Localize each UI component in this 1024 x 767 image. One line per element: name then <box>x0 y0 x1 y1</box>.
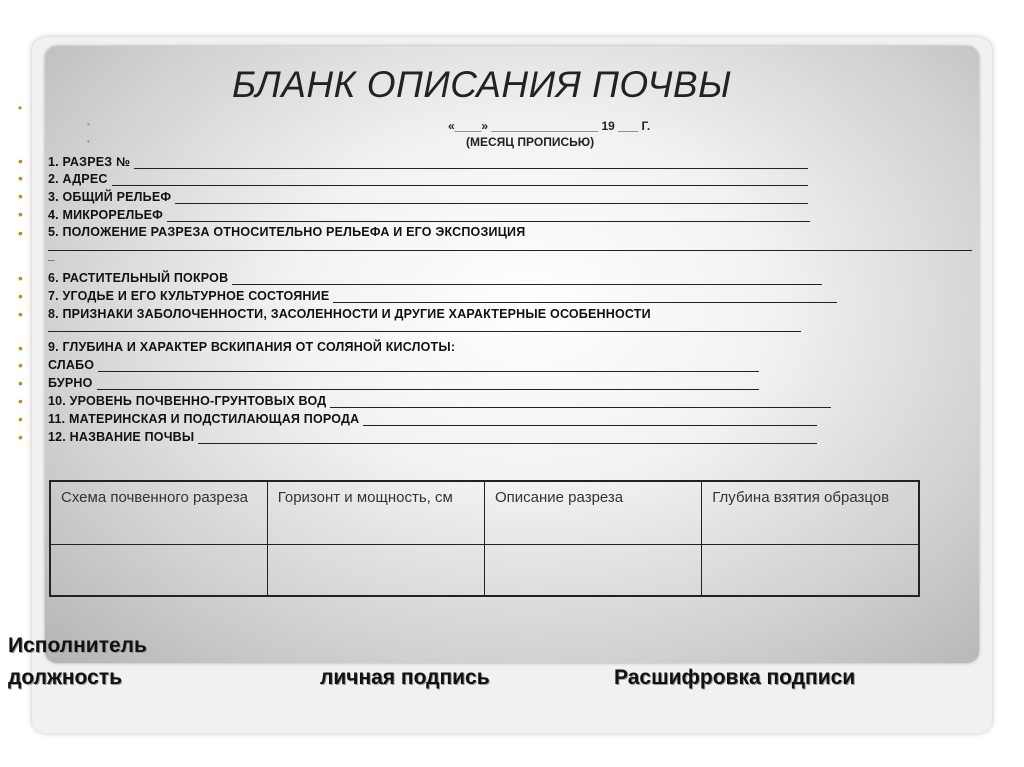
field-microrelief <box>48 205 810 222</box>
signature-decoding-label: Расшифровка подписи <box>614 666 856 689</box>
executor-label: Исполнитель <box>8 634 147 657</box>
field-label: 4. МИКРОРЕЛЬЕФ <box>48 208 164 222</box>
field-section-position <box>48 222 525 239</box>
field-land-use <box>48 286 837 303</box>
position-label: должность <box>8 666 122 689</box>
bullet-icon: • <box>18 340 23 356</box>
table-header-cell: Схема почвенного разреза <box>50 481 267 545</box>
fill-line[interactable] <box>97 377 759 390</box>
table-header-cell: Глубина взятия образцов <box>702 481 919 545</box>
fill-line[interactable] <box>98 359 759 372</box>
field-label: 10. УРОВЕНЬ ПОЧВЕННО-ГРУНТОВЫХ ВОД <box>48 394 327 408</box>
fill-line[interactable] <box>333 290 837 303</box>
month-note: (МЕСЯЦ ПРОПИСЬЮ) <box>466 135 595 149</box>
field-weak <box>48 355 759 372</box>
field-label: 1. РАЗРЕЗ № <box>48 155 131 169</box>
fill-line[interactable] <box>232 272 822 285</box>
date-line: «____» ________________ 19 ___ Г. <box>448 119 651 133</box>
field-label: 9. ГЛУБИНА И ХАРАКТЕР ВСКИПАНИЯ ОТ СОЛЯНОЙ КИСЛОТЫ: <box>48 340 456 354</box>
field-section-number <box>48 152 808 169</box>
bullet-icon: • <box>18 411 23 427</box>
field-effervescence <box>48 337 455 354</box>
bullet-icon: • <box>18 170 23 186</box>
fill-line[interactable] <box>134 156 808 169</box>
fill-line[interactable] <box>198 431 817 444</box>
table-header-cell: Описание разреза <box>485 481 702 545</box>
table-cell[interactable] <box>267 545 484 597</box>
field-label: БУРНО <box>48 376 93 390</box>
field-label: СЛАБО <box>48 358 95 372</box>
bullet-icon: • <box>18 288 23 304</box>
field-violent <box>48 373 759 390</box>
table-cell[interactable] <box>485 545 702 597</box>
table-cell[interactable] <box>50 545 267 597</box>
bullet-icon: • <box>18 206 23 222</box>
signature-label: личная подпись <box>320 666 490 689</box>
fill-line[interactable] <box>112 173 808 186</box>
fill-line[interactable] <box>330 395 831 408</box>
field-parent-rock <box>48 409 817 426</box>
fill-line[interactable] <box>175 191 808 204</box>
field-continuation: _ <box>48 248 55 262</box>
fill-line[interactable] <box>167 209 810 222</box>
bullet-icon: • <box>18 270 23 286</box>
bullet-icon: • <box>18 101 23 115</box>
field-label: 2. АДРЕС <box>48 172 108 186</box>
fill-line[interactable] <box>48 330 801 332</box>
bullet-icon: • <box>18 375 23 391</box>
bullet-icon: • <box>18 153 23 169</box>
field-soil-name <box>48 427 817 444</box>
field-label: 12. НАЗВАНИЕ ПОЧВЫ <box>48 430 195 444</box>
field-label: 3. ОБЩИЙ РЕЛЬЕФ <box>48 190 172 204</box>
table-header-cell: Горизонт и мощность, см <box>267 481 484 545</box>
fill-line[interactable] <box>48 249 972 251</box>
table-header-row <box>50 481 919 545</box>
table-cell[interactable] <box>702 545 919 597</box>
soil-description-table <box>49 480 920 597</box>
field-address <box>48 169 808 186</box>
field-label: 6. РАСТИТЕЛЬНЫЙ ПОКРОВ <box>48 271 229 285</box>
bullet-icon: • <box>18 393 23 409</box>
bullet-icon: • <box>18 429 23 445</box>
bullet-icon: • <box>18 188 23 204</box>
bullet-icon: • <box>87 137 90 146</box>
form-title: БЛАНК ОПИСАНИЯ ПОЧВЫ <box>232 64 732 105</box>
fill-line[interactable] <box>363 413 817 426</box>
field-vegetation <box>48 268 822 285</box>
field-label: 11. МАТЕРИНСКАЯ И ПОДСТИЛАЮЩАЯ ПОРОДА <box>48 412 360 426</box>
bullet-icon: • <box>18 225 23 241</box>
bullet-icon: • <box>87 120 90 129</box>
field-general-relief <box>48 187 808 204</box>
field-label: 7. УГОДЬЕ И ЕГО КУЛЬТУРНОЕ СОСТОЯНИЕ <box>48 289 330 303</box>
field-label: 5. ПОЛОЖЕНИЕ РАЗРЕЗА ОТНОСИТЕЛЬНО РЕЛЬЕФА И ЕГО ЭКСПОЗИЦИЯ <box>48 225 526 239</box>
field-label: 8. ПРИЗНАКИ ЗАБОЛОЧЕННОСТИ, ЗАСОЛЕННОСТИ И ДРУГИЕ ХАРАКТЕРНЫЕ ОСОБЕННОСТИ <box>48 307 651 321</box>
field-groundwater-level <box>48 391 831 408</box>
bullet-icon: • <box>18 306 23 322</box>
field-waterlogging-signs <box>48 304 651 321</box>
bullet-icon: • <box>18 357 23 373</box>
table-row <box>50 545 919 597</box>
